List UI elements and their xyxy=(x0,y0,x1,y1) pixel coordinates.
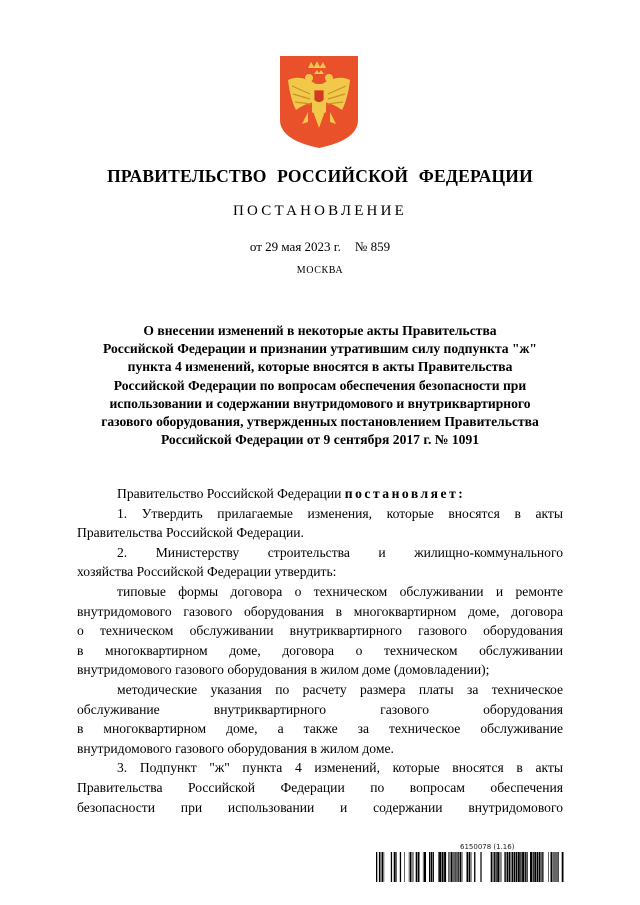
barcode-bar xyxy=(462,852,463,882)
barcode-bar xyxy=(438,852,439,882)
text-line: обслуживание внутриквартирного газового оборудования xyxy=(77,701,563,717)
paragraph-3 xyxy=(77,582,563,680)
intro-action: постановляет: xyxy=(344,486,466,501)
barcode-bar xyxy=(554,852,555,882)
barcode-bar xyxy=(494,852,495,882)
barcode-bar xyxy=(458,852,459,882)
barcode-bar xyxy=(530,852,532,882)
text-line: внутридомового газового оборудования в многоквартирном доме, договора xyxy=(77,603,563,619)
text-line: Правительства Российской Федерации по вопросам обеспечения xyxy=(77,779,563,795)
text-line: 2. Министерству строительства и жилищно-коммунального xyxy=(117,544,563,560)
barcode-bar xyxy=(455,852,456,882)
barcode-bar xyxy=(491,852,492,882)
barcode-bar xyxy=(541,852,542,882)
text-line: 3. Подпункт "ж" пункта 4 изменений, которые вносятся в акты xyxy=(117,760,563,776)
barcode-bar xyxy=(471,852,472,882)
barcode-bar xyxy=(548,852,549,882)
barcode-bar xyxy=(384,852,385,882)
barcode-bar xyxy=(382,852,383,882)
barcode-icon xyxy=(376,852,564,882)
barcode-bar xyxy=(518,852,520,882)
text-line: Правительства Российской Федерации. xyxy=(77,525,304,541)
barcode-bar xyxy=(416,852,417,882)
barcode-bar xyxy=(391,852,392,882)
barcode-bar xyxy=(453,852,454,882)
barcode-bar xyxy=(539,852,541,882)
paragraph-1 xyxy=(77,504,563,543)
barcode-bar xyxy=(467,852,469,882)
document-body xyxy=(77,484,563,817)
heading-line: Российской Федерации по вопросам обеспечения безопасности при xyxy=(113,377,527,393)
paragraph-2 xyxy=(77,543,563,582)
barcode-bar xyxy=(444,852,446,882)
heading-line: О внесении изменений в некоторые акты Правительства xyxy=(143,323,497,338)
barcode-bar xyxy=(376,852,377,882)
barcode-bar xyxy=(551,852,553,882)
document-type: ПОСТАНОВЛЕНИЕ xyxy=(233,203,407,219)
barcode-bar xyxy=(534,852,536,882)
barcode-bar xyxy=(404,852,405,882)
barcode-bar xyxy=(448,852,449,882)
text-line: в многоквартирном доме, договора о техническом обслуживании xyxy=(77,642,563,658)
heading-line: Российской Федерации от 9 сентября 2017 г. № 1091 xyxy=(160,432,480,448)
text-line xyxy=(77,484,563,504)
heading-line: пункта 4 изменений, которые вносятся в акты Правительства xyxy=(127,359,513,375)
barcode-bar xyxy=(439,852,441,882)
text-line: методические указания по расчету размера платы за техническое xyxy=(117,681,563,697)
text-line: внутридомового газового оборудования в жилом доме (домовладении); xyxy=(77,662,490,678)
barcode-bar xyxy=(504,852,505,882)
barcode-bar xyxy=(511,852,512,882)
barcode-bar xyxy=(424,852,426,882)
barcode-bar xyxy=(413,852,414,882)
barcode-bar xyxy=(460,852,461,882)
barcode-bar xyxy=(394,852,396,882)
barcode-bar xyxy=(501,852,502,882)
barcode-bar xyxy=(557,852,558,882)
barcode-bar xyxy=(512,852,513,882)
barcode-bar xyxy=(442,852,444,882)
barcode-bar xyxy=(509,852,510,882)
document-date: от 29 мая 2023 г. xyxy=(249,239,341,254)
barcode-bar xyxy=(454,852,455,882)
barcode-bar xyxy=(562,852,563,882)
barcode-bar xyxy=(379,852,380,882)
barcode-bar xyxy=(457,852,458,882)
barcode-bar xyxy=(410,852,411,882)
heading-line: газового оборудования, утвержденных постановлением Правительства xyxy=(101,414,539,430)
barcode-bar xyxy=(520,852,521,882)
heading-line: использовании и содержании внутридомового и внутриквартирного xyxy=(109,395,531,411)
paragraph-4 xyxy=(77,680,563,758)
paragraph-5 xyxy=(77,758,563,817)
barcode-bar xyxy=(542,852,543,882)
document-number: № 859 xyxy=(354,239,391,254)
barcode-bar xyxy=(564,852,565,882)
barcode-bar xyxy=(418,852,420,882)
barcode-bar xyxy=(516,852,517,882)
text-line: в многоквартирном доме, а также за техническое обслуживание xyxy=(77,721,563,737)
barcode-bar xyxy=(429,852,430,882)
barcode-bar xyxy=(556,852,557,882)
barcode-bar xyxy=(400,852,401,882)
barcode-bar xyxy=(412,852,413,882)
barcode-bar xyxy=(525,852,526,882)
barcode-bar xyxy=(526,852,527,882)
barcode-bar xyxy=(533,852,534,882)
document-date-line xyxy=(0,239,640,255)
text-line: безопасности при использовании и содержании внутридомового xyxy=(77,799,563,815)
barcode-bar xyxy=(409,852,410,882)
barcode-bar xyxy=(480,852,481,882)
russian-coat-of-arms-icon xyxy=(278,54,360,150)
barcode-bar xyxy=(493,852,494,882)
barcode-bar xyxy=(522,852,524,882)
barcode-bar xyxy=(507,852,508,882)
barcode-bar xyxy=(433,852,434,882)
barcode-bar xyxy=(497,852,499,882)
barcode-bar xyxy=(474,852,475,882)
intro-text: Правительство Российской Федерации xyxy=(117,486,342,501)
barcode-bar xyxy=(481,852,482,882)
text-line: типовые формы договора о техническом обслуживании и ремонте xyxy=(117,583,563,599)
document-city: МОСКВА xyxy=(296,265,344,276)
text-line: внутридомового газового оборудования в жилом доме. xyxy=(77,740,394,756)
text-line: о техническом обслуживании внутриквартирного газового оборудования xyxy=(77,623,563,639)
government-title: ПРАВИТЕЛЬСТВО РОССИЙСКОЙ ФЕДЕРАЦИИ xyxy=(107,166,533,186)
barcode-bar xyxy=(423,852,424,882)
intro-paragraph xyxy=(77,484,563,504)
text-line: 1. Утвердить прилагаемые изменения, которые вносятся в акты xyxy=(117,505,563,521)
document-heading xyxy=(60,322,580,449)
barcode-bar xyxy=(553,852,554,882)
barcode-bar xyxy=(381,852,382,882)
barcode-bar xyxy=(505,852,506,882)
heading-line: Российской Федерации и признании утратившим силу подпункта "ж" xyxy=(103,341,537,357)
text-line: хозяйства Российской Федерации утвердить: xyxy=(77,564,337,580)
barcode-bar xyxy=(469,852,470,882)
barcode-bar xyxy=(450,852,451,882)
barcode-bar xyxy=(514,852,516,882)
barcode-bar xyxy=(555,852,556,882)
barcode-bar xyxy=(495,852,496,882)
barcode-bar xyxy=(537,852,538,882)
barcode-bar xyxy=(431,852,432,882)
barcode-bar xyxy=(396,852,397,882)
barcode-bar xyxy=(451,852,453,882)
barcode-caption: 6150078 (1.16) xyxy=(460,843,515,851)
barcode-bar xyxy=(500,852,501,882)
